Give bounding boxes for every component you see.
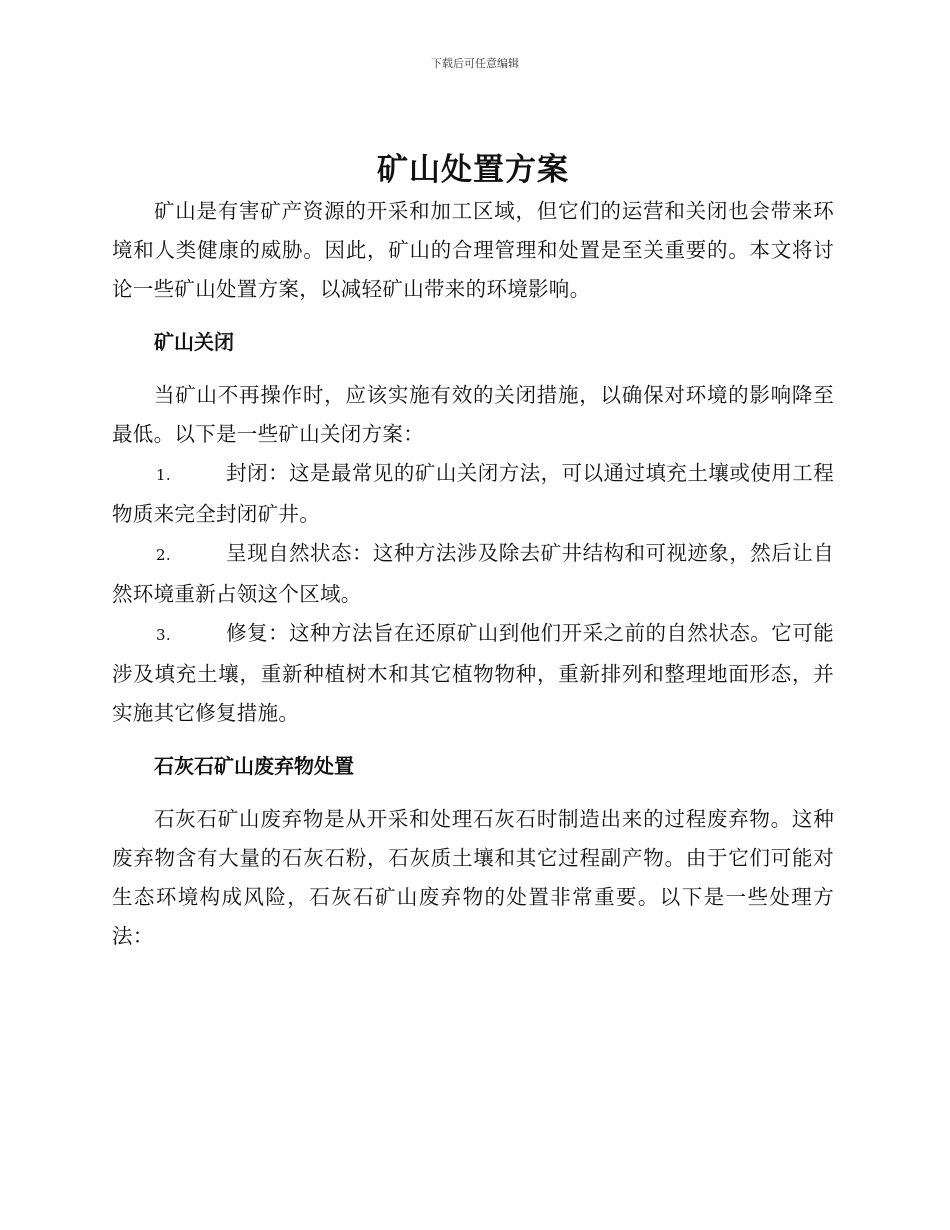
list-item-text: 呈现自然状态：这种方法涉及除去矿井结构和可视迹象，然后让自然环境重新占领这个区域。 [112, 541, 834, 606]
document-body [112, 148, 834, 956]
list-item-number: 3. [156, 626, 171, 644]
document-title: 矿山处置方案 [377, 152, 569, 188]
list-item-number: 1. [156, 466, 171, 484]
list-item [112, 614, 834, 733]
list-item-text: 修复：这种方法旨在还原矿山到他们开采之前的自然状态。它可能涉及填充土壤，重新种植树木和其它植物物种，重新排列和整理地面形态，并实施其它修复措施。 [112, 621, 834, 725]
list-item [112, 534, 834, 614]
section-heading-mine-closure: 矿山关闭 [154, 330, 234, 354]
section-paragraph-limestone-waste: 石灰石矿山废弃物是从开采和处理石灰石时制造出来的过程废弃物。这种废弃物含有大量的石灰石粉，石灰质土壤和其它过程副产物。由于它们可能对生态环境构成风险，石灰石矿山废弃物的处置非常重要。以下是一些处理方法： [112, 807, 834, 948]
section-paragraph-mine-closure: 当矿山不再操作时，应该实施有效的关闭措施，以确保对环境的影响降至最低。以下是一些矿山关闭方案： [112, 383, 834, 446]
section-heading-limestone-waste: 石灰石矿山废弃物处置 [154, 754, 354, 778]
list-item-number: 2. [156, 546, 171, 564]
header-note: 下载后可任意编辑 [431, 57, 519, 70]
list-item [112, 454, 834, 534]
list-item-text: 封闭：这是最常见的矿山关闭方法，可以通过填充土壤或使用工程物质来完全封闭矿井。 [112, 461, 834, 526]
intro-paragraph: 矿山是有害矿产资源的开采和加工区域，但它们的运营和关闭也会带来环境和人类健康的威胁。因此，矿山的合理管理和处置是至关重要的。本文将讨论一些矿山处置方案，以减轻矿山带来的环境影响。 [112, 199, 834, 301]
